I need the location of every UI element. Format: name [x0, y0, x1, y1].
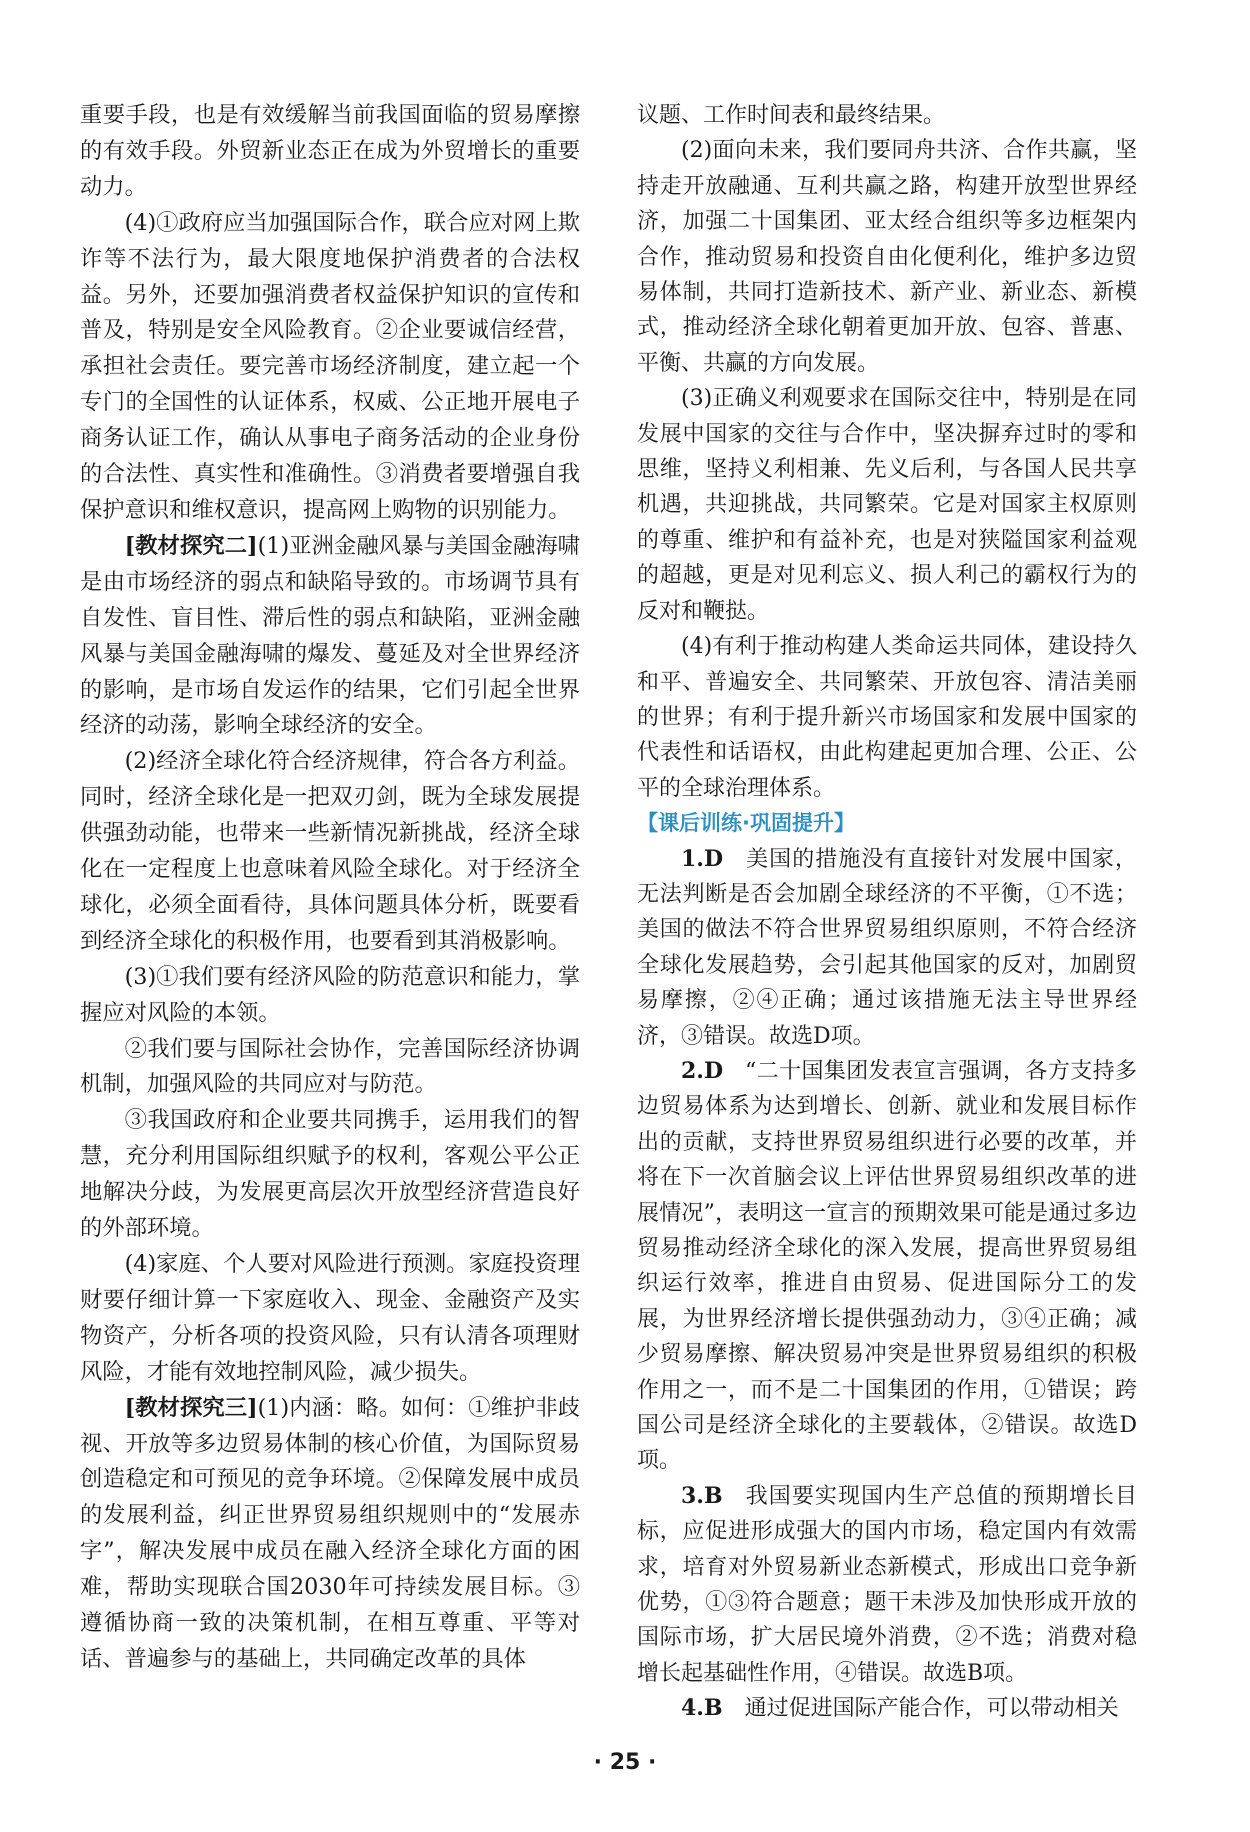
paragraph-continued: 议题、工作时间表和最终结果。 [637, 103, 946, 128]
answer-number: 1.D [681, 845, 724, 872]
paragraph: (4)家庭、个人要对风险进行预测。家庭投资理财要仔细计算一下家庭收入、现金、金融资产及实物资产，分析各项的投资风险，只有认清各项理财风险，才能有效地控制风险，减少损失。 [80, 1251, 580, 1385]
paragraph-text: (1)亚洲金融风暴与美国金融海啸是由市场经济的弱点和缺陷导致的。市场调节具有自发性、盲目性、滞后性的弱点和缺陷，亚洲金融风暴与美国金融海啸的爆发、蔓延及对全世界经济的影响，是市场自发运作的结果，它们引起全世界经济的动荡，影响全球经济的安全。 [80, 532, 580, 739]
answer-explanation: 我国要实现国内生产总值的预期增长目标，应促进形成强大的国内市场，稳定国内有效需求，培育对外贸易新业态新模式，形成出口竞争新优势，①③符合题意；题干未涉及加快形成开放的国际市场，扩大居民境外消费，②不选；消费对稳增长起基础性作用，④错误。故选B项。 [637, 1483, 1137, 1686]
exploration-paragraph [80, 529, 580, 744]
left-column [80, 98, 580, 1678]
paragraph: (3)正确义利观要求在国际交往中，特别是在同发展中国家的交往与合作中，坚决摒弃过时的零和思维，坚持义利相兼、先义后利，与各国人民共享机遇，共迎挑战，共同繁荣。它是对国家主权原则的尊重、维护和有益补充，也是对狭隘国家利益观的超越，更是对见利忘义、损人利己的霸权行为的反对和鞭挞。 [637, 386, 1137, 624]
paragraph: (4)有利于推动构建人类命运共同体，建设持久和平、普遍安全、共同繁荣、开放包容、清洁美丽的世界；有利于提升新兴市场国家和发展中国家的代表性和话语权，由此构建起更加合理、公正、公平的全球治理体系。 [637, 634, 1137, 801]
answer-item [637, 1479, 1137, 1691]
paragraph: ③我国政府和企业要共同携手，运用我们的智慧，充分利用国际组织赋予的权利，客观公平公正地解决分歧，为发展更高层次开放型经济营造良好的外部环境。 [80, 1107, 580, 1242]
exploration-paragraph [80, 1391, 580, 1678]
page-number: · 25 · [593, 1750, 657, 1775]
answer-item [637, 1691, 1137, 1726]
paragraph: (2)面向未来，我们要同舟共济、合作共赢，坚持走开放融通、互利共赢之路，构建开放型世界经济，加强二十国集团、亚太经合组织等多边框架内合作，推动贸易和投资自由化便利化，维护多边贸易体制，共同打造新技术、新产业、新业态、新模式，推动经济全球化朝着更加开放、包容、普惠、平衡、共赢的方向发展。 [637, 138, 1137, 376]
answer-number: 3.B [681, 1482, 723, 1509]
exploration-tag: [教材探究二] [124, 532, 258, 559]
paragraph-text: (1)内涵：略。如何：①维护非歧视、开放等多边贸易体制的核心价值，为国际贸易创造稳定和可预见的竞争环境。②保障发展中成员的发展利益，纠正世界贸易组织规则中的“发展赤字”，解决发展中成员在融入经济全球化方面的困难，帮助实现联合国2030年可持续发展目标。③遵循协商一致的决策机制，在相互尊重、平等对话、普遍参与的基础上，共同确定改革的具体 [80, 1394, 580, 1672]
section-heading: 【课后训练·巩固提升】 [637, 811, 855, 836]
paragraph: (4)①政府应当加强国际合作，联合应对网上欺诈等不法行为，最大限度地保护消费者的合法权益。另外，还要加强消费者权益保护知识的宣传和普及，特别是安全风险教育。②企业要诚信经营，承担社会责任。要完善市场经济制度，建立起一个专门的全国性的认证体系，权威、公正地开展电子商务认证工作，确认从事电子商务活动的企业身份的合法性、真实性和准确性。③消费者要增强自我保护意识和维权意识，提高网上购物的识别能力。 [80, 209, 580, 523]
answer-explanation: “二十国集团发表宣言强调，各方支持多边贸易体系为达到增长、创新、就业和发展目标作出的贡献，支持世界贸易组织进行必要的改革，并将在下一次首脑会议上评估世界贸易组织改革的进展情况”，表明这一宣言的预期效果可能是通过多边贸易推动经济全球化的深入发展，提高世界贸易组织运行效率，推进自由贸易、促进国际分工的发展，为世界经济增长提供强劲动力，③④正确；减少贸易摩擦、解决贸易冲突是世界贸易组织的积极作用之一，而不是二十国集团的作用，①错误；跨国公司是经济全球化的主要载体，②错误。故选D项。 [637, 1058, 1137, 1474]
answer-item [637, 842, 1137, 1054]
paragraph: (3)①我们要有经济风险的防范意识和能力，掌握应对风险的本领。 [80, 963, 580, 1026]
exploration-tag: [教材探究三] [124, 1394, 258, 1421]
paragraph: ②我们要与国际社会协作，完善国际经济协调机制，加强风险的共同应对与防范。 [80, 1035, 580, 1098]
answer-number: 4.B [681, 1695, 723, 1722]
answer-number: 2.D [681, 1057, 724, 1084]
paragraph: (2)经济全球化符合经济规律，符合各方利益。同时，经济全球化是一把双刃剑，既为全球发展提供强劲动能，也带来一些新情况新挑战，经济全球化在一定程度上也意味着风险全球化。对于经济全球化，必须全面看待，具体问题具体分析，既要看到经济全球化的积极作用，也要看到其消极影响。 [80, 748, 580, 954]
paragraph-continued: 重要手段，也是有效缓解当前我国面临的贸易摩擦的有效手段。外贸新业态正在成为外贸增长的重要动力。 [80, 102, 580, 200]
answer-item [637, 1054, 1137, 1479]
answer-explanation: 美国的措施没有直接针对发展中国家，无法判断是否会加剧全球经济的不平衡，①不选；美国的做法不符合世界贸易组织原则，不符合经济全球化发展趋势，会引起其他国家的反对，加剧贸易摩擦，②④正确；通过该措施无法主导世界经济，③错误。故选D项。 [637, 846, 1137, 1049]
right-column [637, 98, 1137, 1727]
answer-explanation: 通过促进国际产能合作，可以带动相关 [744, 1696, 1119, 1722]
